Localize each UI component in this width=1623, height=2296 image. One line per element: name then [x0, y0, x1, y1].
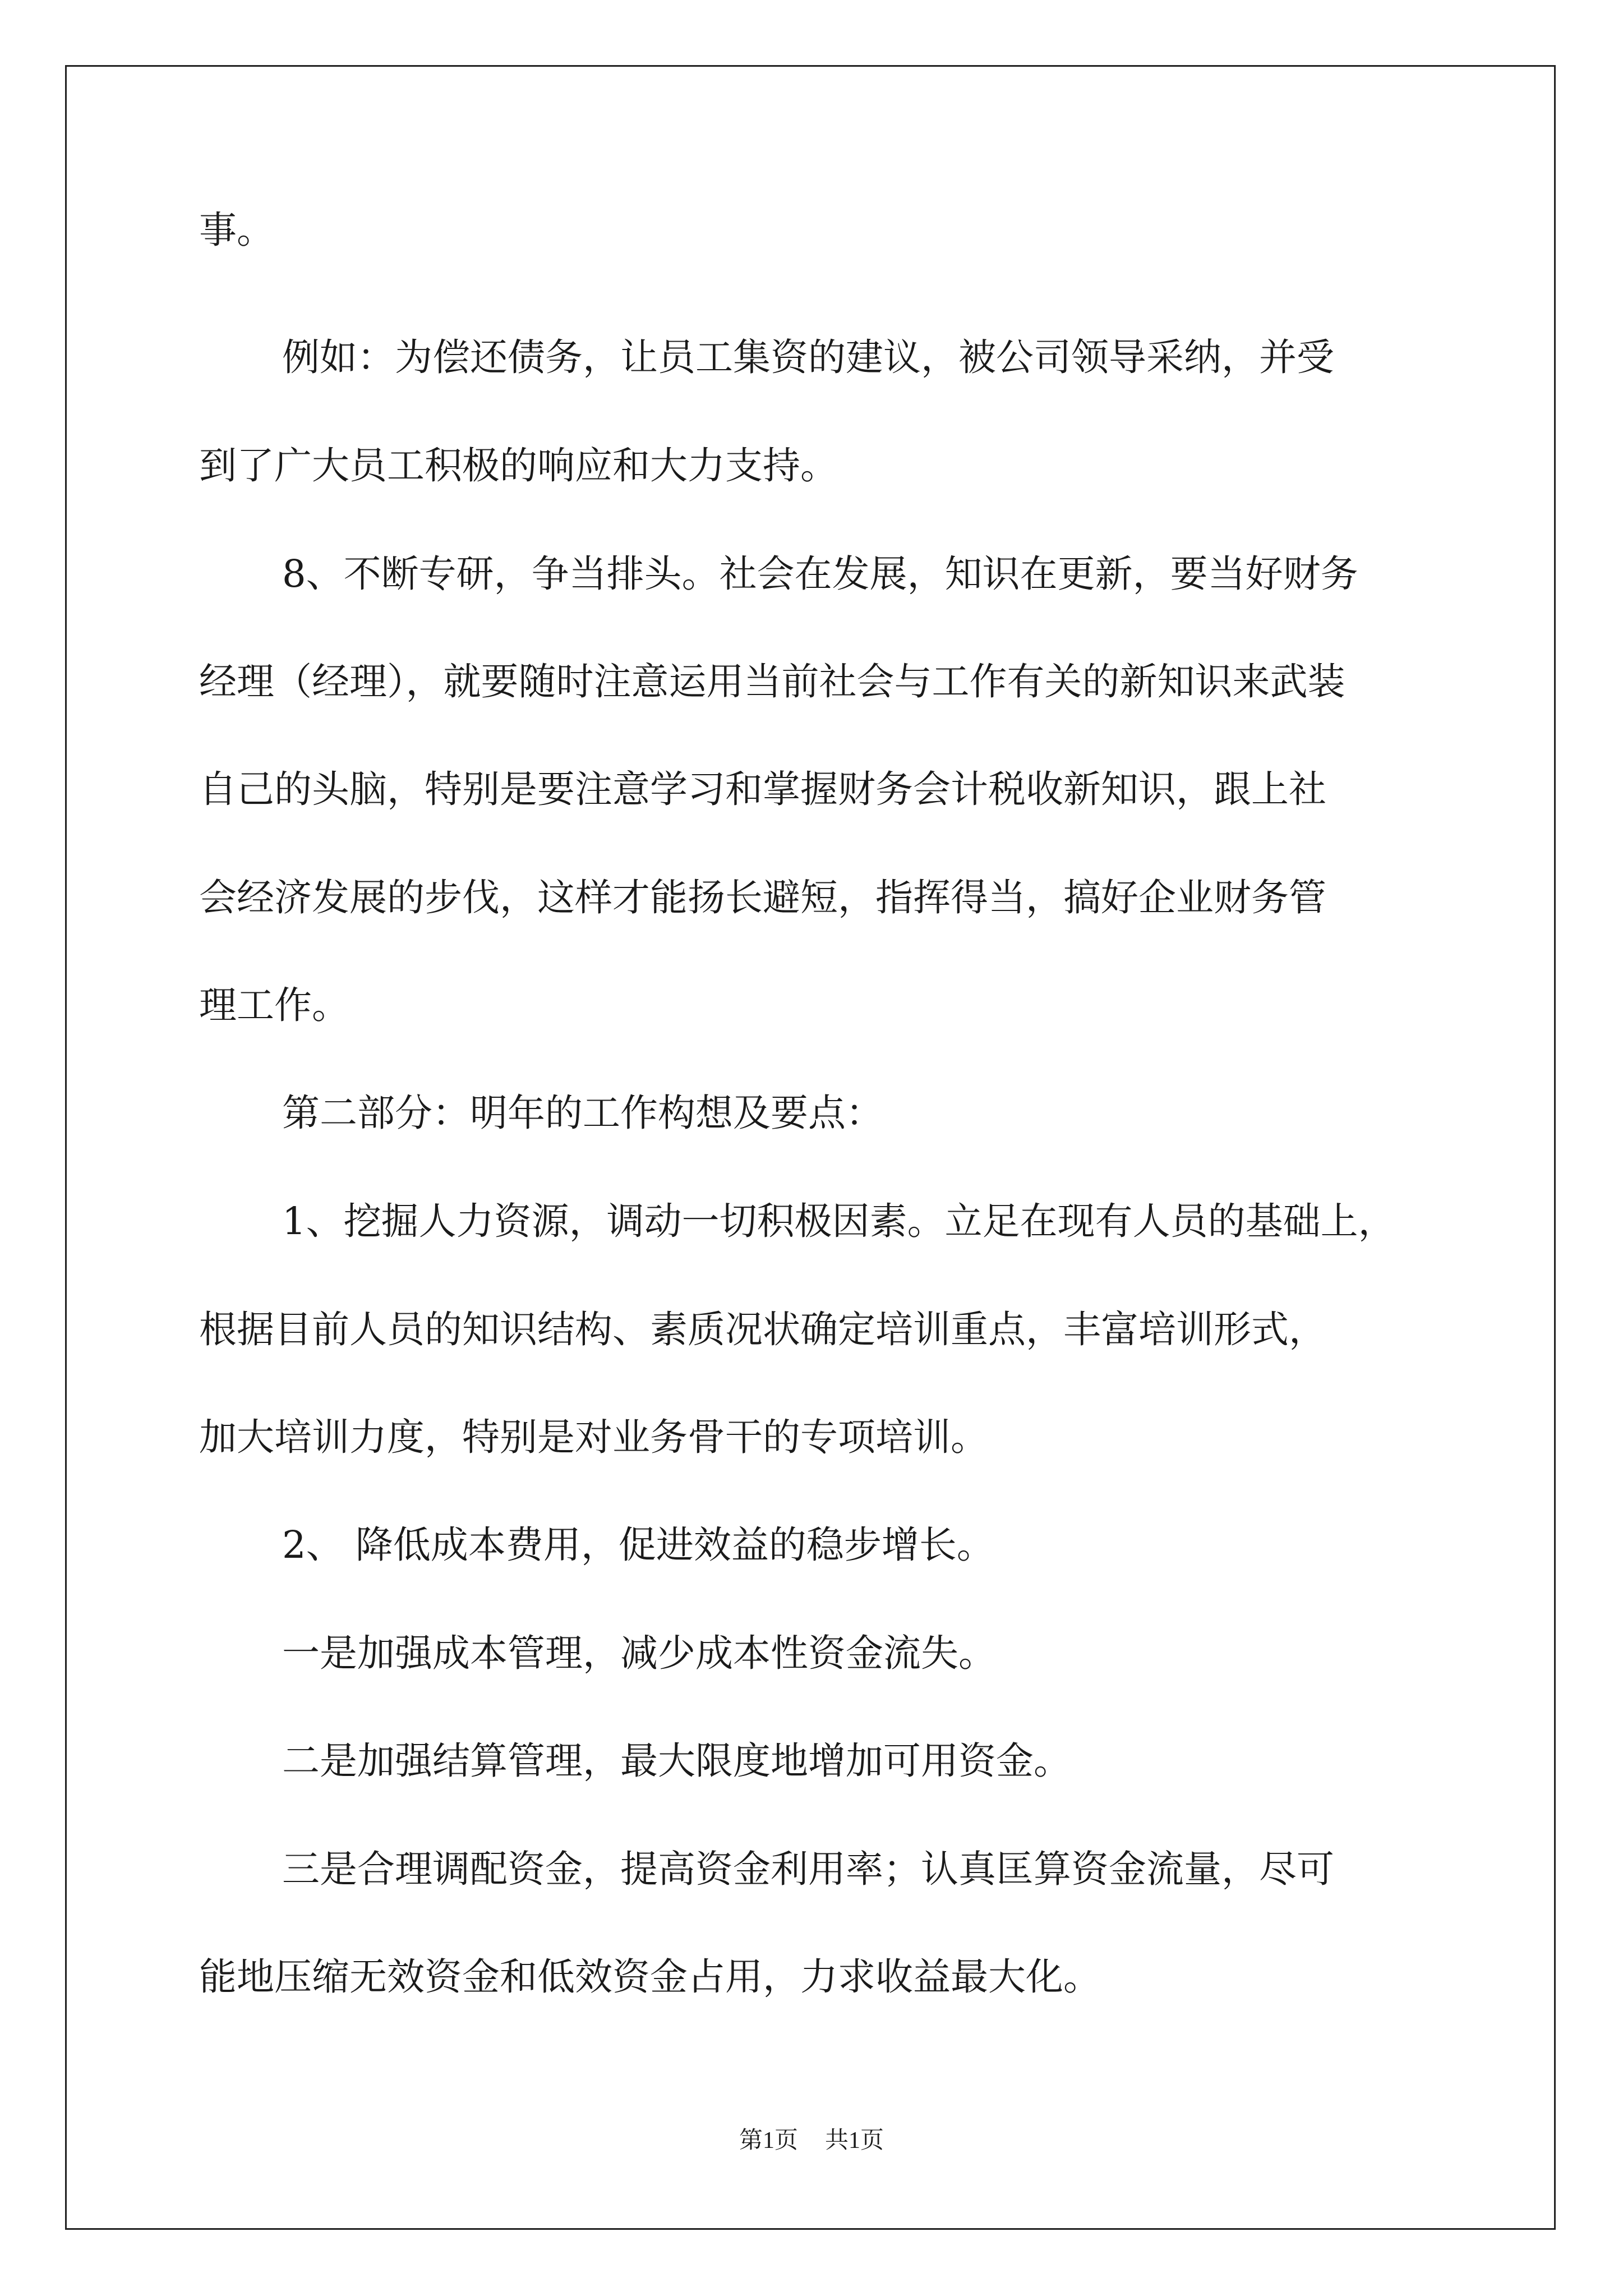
section-heading: 第二部分：明年的工作构想及要点：	[282, 1091, 883, 1135]
paragraph-line: 一是加强成本管理，减少成本性资金流失。	[282, 1631, 996, 1675]
paragraph-line: 二是加强结算管理，最大限度地增加可用资金。	[282, 1739, 1071, 1783]
paragraph-line: 自己的头脑，特别是要注意学习和掌握财务会计税收新知识，跟上社	[199, 767, 1326, 811]
paragraph-line: 到了广大员工积极的响应和大力支持。	[199, 444, 838, 487]
paragraph-line: 能地压缩无效资金和低效资金占用，力求收益最大化。	[199, 1955, 1101, 1999]
paragraph-line: 1、挖掘人力资源，调动一切积极因素。立足在现有人员的基础上，	[282, 1199, 1396, 1243]
paragraph-line: 2、 降低成本费用，促进效益的稳步增长。	[282, 1523, 994, 1567]
paragraph-line: 理工作。	[199, 983, 349, 1027]
paragraph-line: 根据目前人员的知识结构、素质况状确定培训重点，丰富培训形式，	[199, 1308, 1326, 1351]
paragraph-line: 加大培训力度，特别是对业务骨干的专项培训。	[199, 1415, 988, 1459]
paragraph-line: 例如：为偿还债务，让员工集资的建议，被公司领导采纳，并受	[282, 335, 1334, 379]
paragraph-line: 三是合理调配资金，提高资金利用率；认真匡算资金流量，尽可	[282, 1847, 1334, 1891]
paragraph-line: 会经济发展的步伐，这样才能扬长避短，指挥得当，搞好企业财务管	[199, 876, 1326, 919]
page-number: 第1页	[739, 2128, 798, 2154]
paragraph-line: 8、不断专研，争当排头。社会在发展，知识在更新，要当好财务	[282, 552, 1358, 596]
page-total: 共1页	[825, 2128, 884, 2154]
paragraph-line: 事。	[199, 208, 274, 252]
paragraph-line: 经理（经理），就要随时注意运用当前社会与工作有关的新知识来武装	[199, 660, 1345, 703]
page-footer	[0, 2126, 1623, 2155]
page-border	[65, 65, 1556, 2230]
